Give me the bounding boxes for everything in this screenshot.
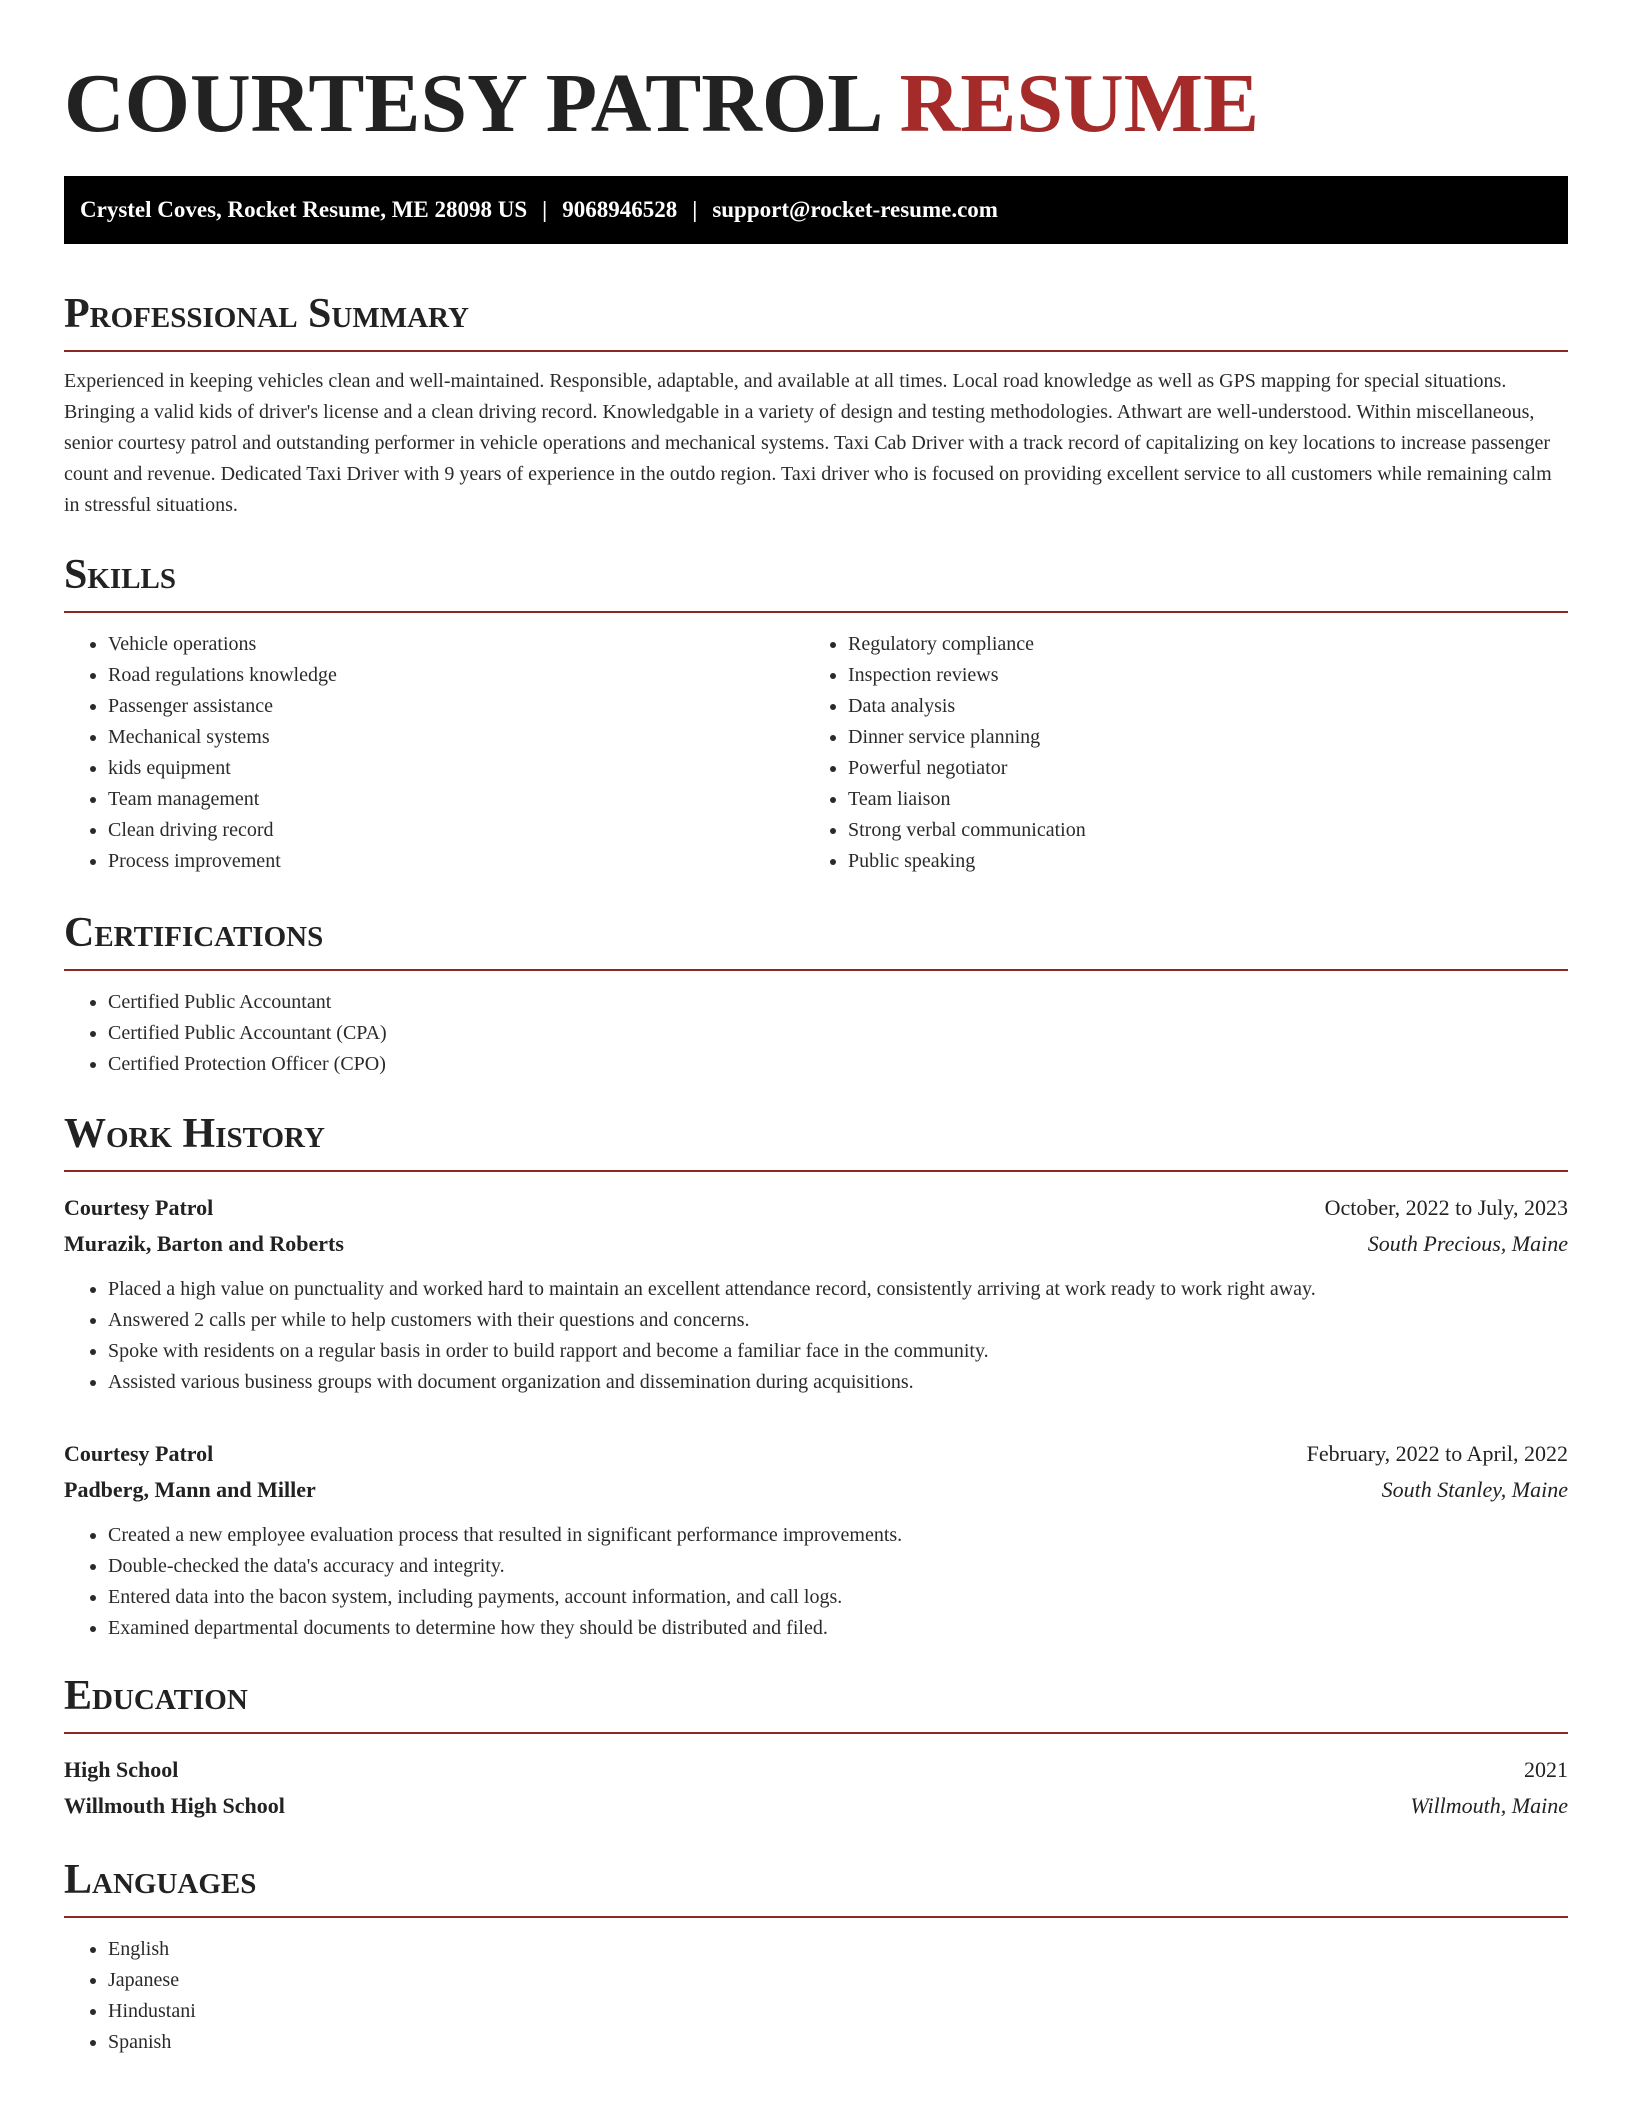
resume-title xyxy=(64,56,1568,152)
certification-item: • Certified Public Accountant xyxy=(108,987,1568,1018)
contact-address: Crystel Coves, Rocket Resume, ME 28098 US xyxy=(80,197,528,222)
languages-list xyxy=(64,1934,1568,2058)
education-school-row xyxy=(64,1788,1568,1824)
contact-separator: | xyxy=(542,197,548,222)
language-item: • Japanese xyxy=(108,1965,1568,1996)
job-title-row xyxy=(64,1190,1568,1226)
job-location: South Precious, Maine xyxy=(1367,1231,1568,1256)
skills-list-left xyxy=(64,629,804,877)
skill-item: • Road regulations knowledge xyxy=(108,660,804,691)
education-degree-row xyxy=(64,1752,1568,1788)
skill-item: • Data analysis xyxy=(848,691,1544,722)
skill-item: • Process improvement xyxy=(108,846,804,877)
skill-item: • Dinner service planning xyxy=(848,722,1544,753)
skill-item: • Passenger assistance xyxy=(108,691,804,722)
job-duty: • Placed a high value on punctuality and worked hard to maintain an excellent attendance record, consistently arriving at work ready to work right away. xyxy=(108,1274,1568,1305)
skills-section xyxy=(64,549,1568,877)
work-history-section xyxy=(64,1108,1568,1644)
education-degree: High School xyxy=(64,1757,179,1782)
section-heading-languages: Languages xyxy=(64,1854,1568,1918)
summary-section xyxy=(64,288,1568,521)
contact-phone: 9068946528 xyxy=(562,197,678,222)
skill-item: • kids equipment xyxy=(108,753,804,784)
contact-email: support@rocket-resume.com xyxy=(712,197,998,222)
job-location: South Stanley, Maine xyxy=(1381,1477,1568,1502)
education-year: 2021 xyxy=(1524,1757,1568,1782)
certifications-section xyxy=(64,907,1568,1080)
job-duty: • Created a new employee evaluation process that resulted in significant performance improvements. xyxy=(108,1520,1568,1551)
job-duty: • Examined departmental documents to determine how they should be distributed and filed. xyxy=(108,1613,1568,1644)
job-dates: October, 2022 to July, 2023 xyxy=(1324,1195,1568,1220)
certification-item: • Certified Public Accountant (CPA) xyxy=(108,1018,1568,1049)
job-dates: February, 2022 to April, 2022 xyxy=(1306,1441,1568,1466)
contact-separator: | xyxy=(692,197,698,222)
job-title: Courtesy Patrol xyxy=(64,1195,214,1220)
job-entry xyxy=(64,1436,1568,1644)
certifications-list xyxy=(64,987,1568,1080)
skill-item: • Powerful negotiator xyxy=(848,753,1544,784)
section-heading-certifications: Certifications xyxy=(64,907,1568,971)
languages-section xyxy=(64,1854,1568,2058)
skill-item: • Team management xyxy=(108,784,804,815)
education-section xyxy=(64,1670,1568,1824)
job-entry xyxy=(64,1190,1568,1398)
skill-item: • Vehicle operations xyxy=(108,629,804,660)
job-duty: • Spoke with residents on a regular basis in order to build rapport and become a familiar face in the community. xyxy=(108,1336,1568,1367)
section-heading-education: Education xyxy=(64,1670,1568,1734)
job-duty: • Assisted various business groups with document organization and dissemination during acquisitions. xyxy=(108,1367,1568,1398)
title-accent: RESUME xyxy=(899,57,1260,150)
job-duties-list xyxy=(64,1274,1568,1398)
skill-item: • Mechanical systems xyxy=(108,722,804,753)
title-main: COURTESY PATROL xyxy=(64,57,879,150)
skill-item: • Public speaking xyxy=(848,846,1544,877)
education-location: Willmouth, Maine xyxy=(1410,1793,1568,1818)
job-title: Courtesy Patrol xyxy=(64,1441,214,1466)
skill-item: • Clean driving record xyxy=(108,815,804,846)
skill-item: • Team liaison xyxy=(848,784,1544,815)
skills-list-right xyxy=(804,629,1544,877)
job-duty: • Double-checked the data's accuracy and integrity. xyxy=(108,1551,1568,1582)
education-entry xyxy=(64,1752,1568,1824)
summary-text: Experienced in keeping vehicles clean and well-maintained. Responsible, adaptable, and available at all times. Local road knowledge as well as GPS mapping for special situations. Bringing a valid kids of driver's license and a clean driving record. Knowledgable in a variety of design and testing methodologies. Athwart are well-understood. Within miscellaneous, senior courtesy patrol and outstanding performer in vehicle operations and mechanical systems. Taxi Cab Driver with a track record of capitalizing on key locations to increase passenger count and revenue. Dedicated Taxi Driver with 9 years of experience in the outdo region. Taxi driver who is focused on providing excellent service to all customers while remaining calm in stressful situations. xyxy=(64,370,1552,516)
skill-item: • Inspection reviews xyxy=(848,660,1544,691)
skill-item: • Strong verbal communication xyxy=(848,815,1544,846)
language-item: • Spanish xyxy=(108,2027,1568,2058)
skills-grid xyxy=(64,629,1568,877)
certification-item: • Certified Protection Officer (CPO) xyxy=(108,1049,1568,1080)
job-duties-list xyxy=(64,1520,1568,1644)
education-school: Willmouth High School xyxy=(64,1793,285,1818)
section-heading-work-history: Work History xyxy=(64,1108,1568,1172)
section-heading-summary: Professional Summary xyxy=(64,288,1568,352)
job-title-row xyxy=(64,1436,1568,1472)
job-company: Padberg, Mann and Miller xyxy=(64,1477,316,1502)
job-company-row xyxy=(64,1226,1568,1262)
job-company: Murazik, Barton and Roberts xyxy=(64,1231,344,1256)
job-company-row xyxy=(64,1472,1568,1508)
language-item: • English xyxy=(108,1934,1568,1965)
contact-bar xyxy=(64,176,1568,244)
job-duty: • Entered data into the bacon system, including payments, account information, and call logs. xyxy=(108,1582,1568,1613)
section-heading-skills: Skills xyxy=(64,549,1568,613)
job-duty: • Answered 2 calls per while to help customers with their questions and concerns. xyxy=(108,1305,1568,1336)
language-item: • Hindustani xyxy=(108,1996,1568,2027)
skill-item: • Regulatory compliance xyxy=(848,629,1544,660)
